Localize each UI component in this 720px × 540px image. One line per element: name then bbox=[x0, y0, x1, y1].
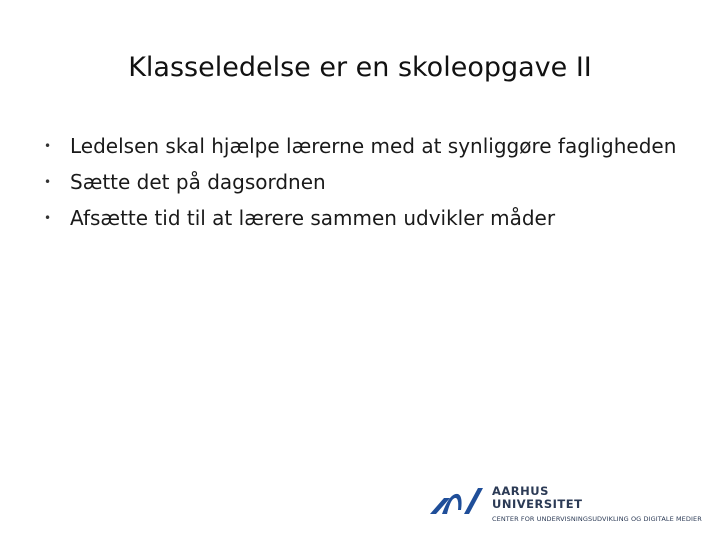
logo-line-1: AARHUS bbox=[492, 484, 549, 498]
bullet-marker: • bbox=[44, 211, 52, 225]
bullet-item bbox=[44, 169, 684, 196]
bullet-item bbox=[44, 133, 684, 160]
bullet-text: Afsætte tid til at lærere sammen udvikler måder bbox=[70, 206, 556, 230]
logo-wordmark bbox=[492, 485, 582, 511]
university-logo bbox=[428, 480, 718, 530]
bullet-list bbox=[44, 133, 684, 241]
bullet-item bbox=[44, 205, 684, 232]
bullet-marker: • bbox=[44, 139, 52, 153]
slide-title: Klasseledelse er en skoleopgave II bbox=[128, 52, 592, 83]
aarhus-university-logo-icon bbox=[428, 484, 484, 520]
logo-line-2: UNIVERSITET bbox=[492, 497, 583, 511]
logo-subline: CENTER FOR UNDERVISNINGSUDVIKLING OG DIGITALE MEDIER bbox=[492, 515, 702, 523]
bullet-marker: • bbox=[44, 175, 52, 189]
bullet-text: Ledelsen skal hjælpe lærerne med at synliggøre fagligheden bbox=[70, 134, 677, 158]
bullet-text: Sætte det på dagsordnen bbox=[70, 170, 326, 194]
